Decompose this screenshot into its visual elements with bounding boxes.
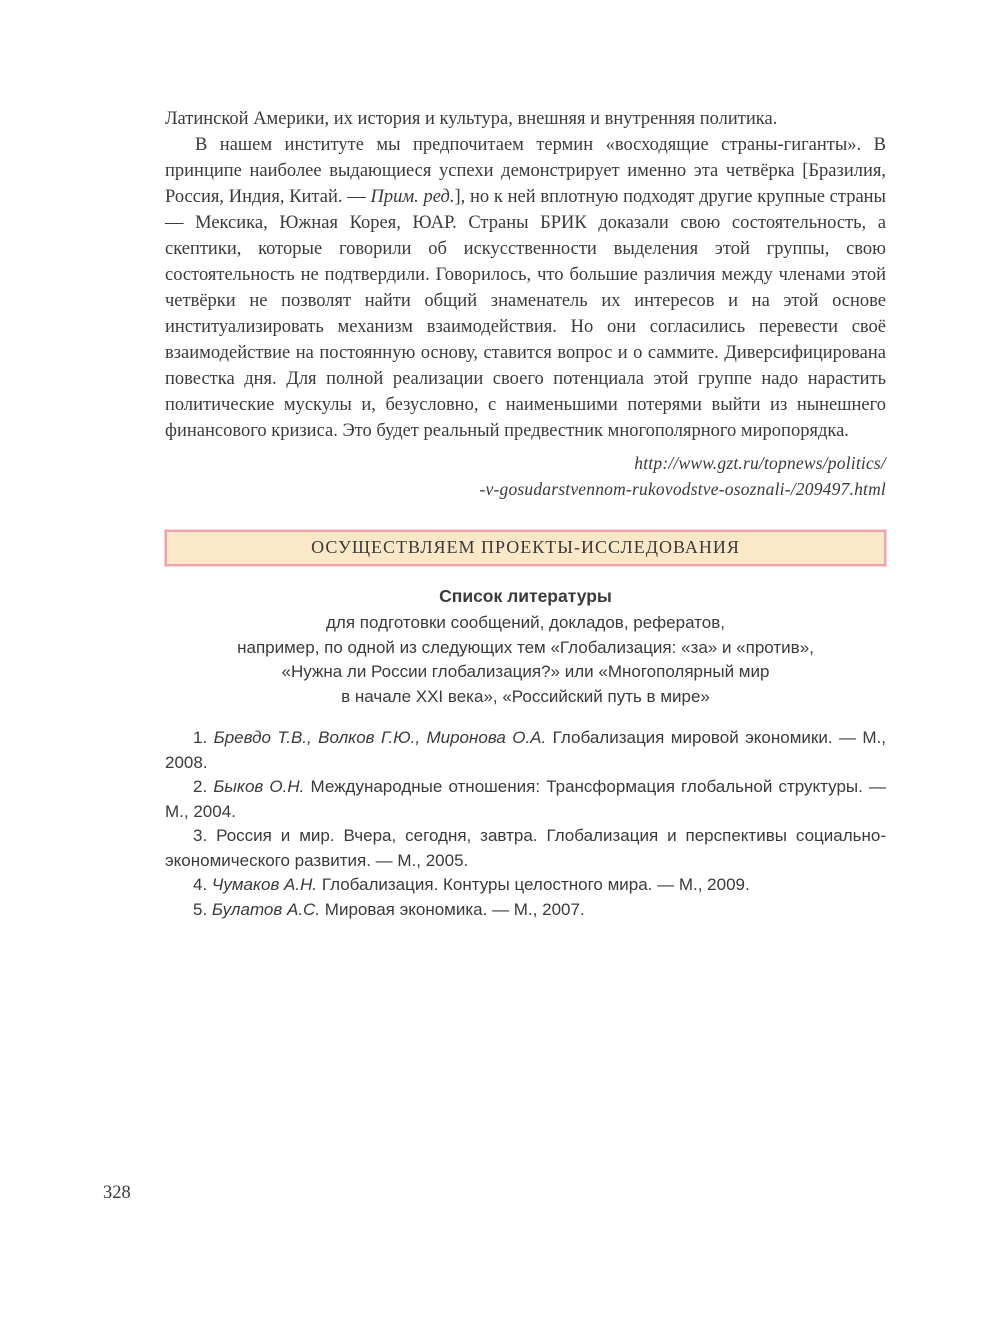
- section-banner-title: ОСУЩЕСТВЛЯЕМ ПРОЕКТЫ-ИССЛЕДОВАНИЯ: [311, 537, 740, 557]
- literature-item-number: 4.: [193, 875, 208, 894]
- paragraph-intro-text: Латинской Америки, их история и культура, внешняя и внутренняя политика.: [165, 109, 778, 129]
- literature-list: [165, 726, 886, 922]
- literature-item-text: Россия и мир. Вчера, сегодня, завтра. Глобализация и перспективы социально-экономического развития. — М., 2005.: [165, 826, 886, 870]
- literature-item-text: Глобализация. Контуры целостного мира. — М., 2009.: [321, 875, 750, 894]
- source-url-line1: http://www.gzt.ru/topnews/politics/: [634, 453, 886, 473]
- literature-item-number: 1.: [193, 728, 208, 747]
- literature-item: [165, 726, 886, 775]
- paragraph-intro: [165, 106, 886, 132]
- literature-subtitle-line: в начале XXI века», «Российский путь в мире»: [341, 686, 710, 706]
- literature-item-author: Чумаков А.Н.: [211, 875, 318, 894]
- literature-item-text: Глобализация мировой экономики. — М., 2008.: [165, 728, 887, 772]
- literature-subtitle-line: «Нужна ли России глобализация?» или «Многополярный мир: [281, 662, 770, 681]
- source-url-line2: -v-gosudarstvennom-rukovodstve-osoznali-/209497.html: [479, 479, 886, 499]
- page-number: 328: [103, 1183, 131, 1203]
- literature-item: [165, 824, 886, 873]
- literature-heading: Список литературы: [439, 586, 612, 606]
- literature-item: [165, 898, 886, 923]
- literature-item-number: 5.: [193, 899, 208, 919]
- paragraph-main-italic: Прим. ред.: [370, 187, 455, 207]
- literature-item-number: 3.: [193, 826, 208, 845]
- literature-subtitle-line: для подготовки сообщений, докладов, рефератов,: [326, 613, 725, 632]
- paragraph-main: [165, 132, 886, 444]
- literature-item-text: Международные отношения: Трансформация глобальной структуры. — М., 2004.: [165, 777, 887, 821]
- literature-item-author: Бревдо Т.В., Волков Г.Ю., Миронова О.А.: [213, 728, 547, 747]
- page-content: [165, 106, 886, 922]
- literature-item-text: Мировая экономика. — М., 2007.: [324, 899, 585, 919]
- section-banner: [165, 530, 886, 566]
- paragraph-main-part2: ], но к ней вплотную подходят другие крупные страны — Мексика, Южная Корея, ЮАР. Страны БРИК доказали свою состоятельность, а скептики, которые говорили об искусственности выделения этой группы, свою состоятельность не подтвердили. Говорилось, что большие различия между членами этой четвёрки не позволят найти общий знаменатель их интересов и на этой основе институализировать механизм взаимодействия. Но они согласились перевести своё взаимодействие на постоянную основу, ставится вопрос и о саммите. Диверсифицирована повестка дня. Для полной реализации своего потенциала этой группе надо нарастить политические мускулы и, безусловно, с наименьшими потерями выйти из нынешнего финансового кризиса. Это будет реальный предвестник многополярного миропорядка.: [165, 187, 886, 441]
- literature-item-author: Булатов А.С.: [211, 899, 321, 919]
- paragraph-main-part1: В нашем институте мы предпочитаем термин «восходящие страны-гиганты». В принципе наиболее выдающиеся успехи демонстрирует именно эта четвёрка [Бразилия, Россия, Индия, Китай. —: [165, 135, 886, 207]
- literature-item-author: Быков О.Н.: [213, 777, 305, 796]
- literature-subtitle-line: например, по одной из следующих тем «Глобализация: «за» и «против»,: [237, 637, 814, 657]
- literature-item: [165, 873, 886, 898]
- literature-subtitle: [165, 611, 886, 709]
- literature-item-number: 2.: [193, 777, 208, 796]
- literature-item: [165, 775, 886, 824]
- source-url: [165, 450, 886, 502]
